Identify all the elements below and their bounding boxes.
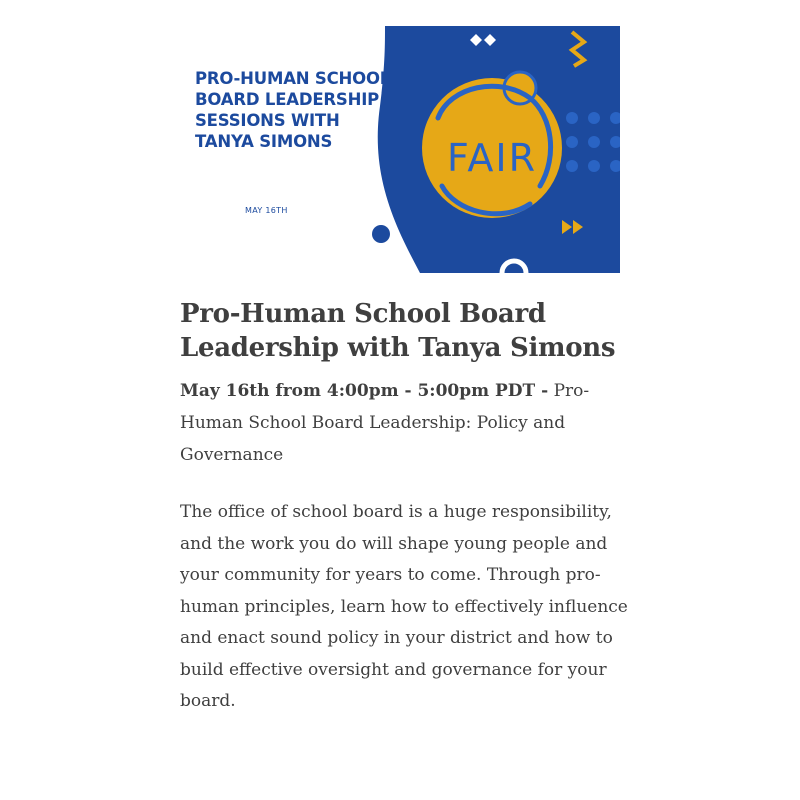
event-details — [180, 297, 630, 718]
event-time: May 16th from 4:00pm - 5:00pm PDT - — [180, 381, 549, 401]
dot — [566, 160, 578, 172]
dot — [372, 225, 390, 243]
fair-logo: FAIR — [447, 136, 537, 180]
banner-title: PRO-HUMAN SCHOOL BOARD LEADERSHIP SESSIONS WITH TANYA SIMONS — [195, 69, 391, 151]
banner-date: MAY 16TH — [245, 206, 288, 215]
dot — [566, 136, 578, 148]
event-banner-image — [180, 26, 620, 273]
event-subtitle: Pro-Human School Board Leadership: Policy and Governance — [180, 381, 590, 465]
dot — [588, 136, 600, 148]
event-description: The office of school board is a huge responsibility, and the work you do will shape young people and your community for years to come. Through pro-human principles, learn how to effectively influence and enact sound policy in your district and how to build effective oversight and governance for your board. — [180, 502, 628, 711]
event-meta — [180, 375, 630, 471]
event-title: Pro-Human School Board Leadership with Tanya Simons — [180, 299, 616, 363]
dot — [566, 112, 578, 124]
dot — [588, 160, 600, 172]
dot — [588, 112, 600, 124]
